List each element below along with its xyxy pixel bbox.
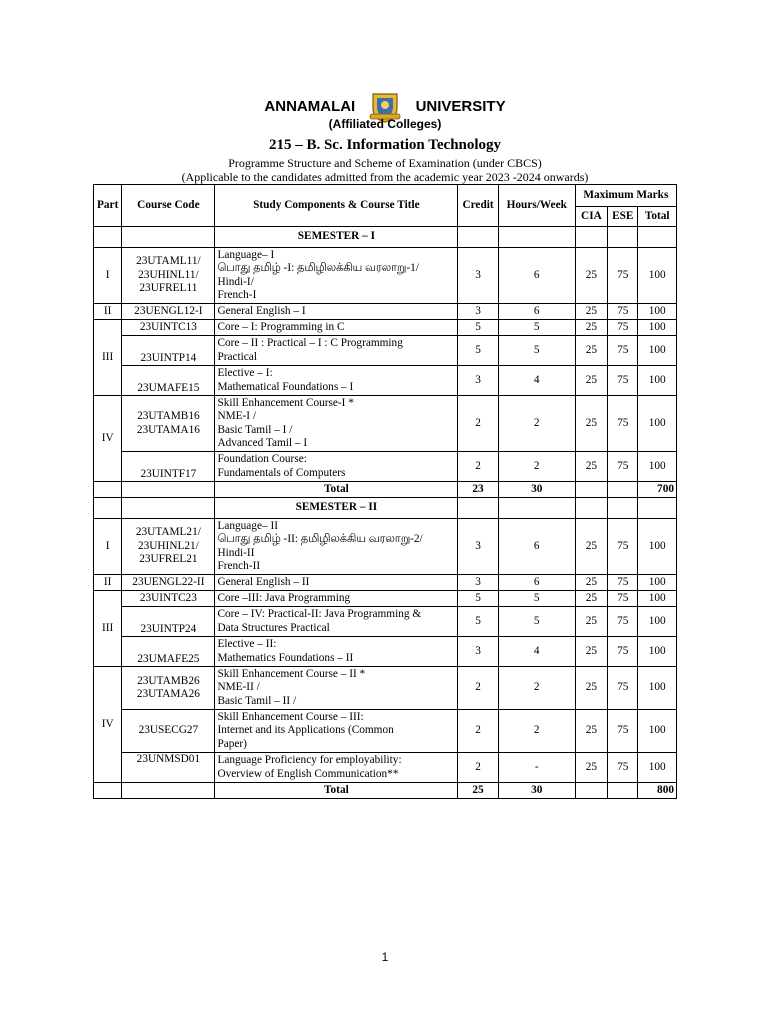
credit-cell: 2: [458, 452, 498, 482]
course-title-cell: Foundation Course: Fundamentals of Computers: [215, 452, 458, 482]
total-cell: 100: [638, 575, 677, 591]
cia-cell: 25: [575, 637, 607, 667]
cia-cell: 25: [575, 396, 607, 452]
total-cell: 100: [638, 591, 677, 607]
total-cell: 100: [638, 753, 677, 783]
course-title-cell: Core – I: Programming in C: [215, 320, 458, 336]
total-cell: 100: [638, 519, 677, 575]
course-code-cell: 23UINTC23: [122, 591, 215, 607]
hours-cell: 2: [498, 667, 575, 710]
total-cell: 100: [638, 607, 677, 637]
table-row: [94, 396, 677, 452]
credit-cell: 3: [458, 637, 498, 667]
total-cell: 100: [638, 452, 677, 482]
course-title-cell: Core – II : Practical – I : C Programming Practical: [215, 336, 458, 366]
semester-title: SEMESTER – II: [215, 498, 458, 519]
total-cell: 100: [638, 710, 677, 753]
course-title-cell: Core –III: Java Programming: [215, 591, 458, 607]
total-cell: 100: [638, 320, 677, 336]
course-code-cell: 23UINTP14: [122, 336, 215, 366]
hours-cell: 2: [498, 710, 575, 753]
cia-cell: 25: [575, 320, 607, 336]
header-part: Part: [94, 185, 122, 227]
header-max-marks: Maximum Marks: [575, 185, 676, 207]
part-cell: IV: [94, 667, 122, 783]
credit-cell: 5: [458, 320, 498, 336]
total-credit: 25: [458, 783, 498, 799]
course-code-cell: 23UINTC13: [122, 320, 215, 336]
total-credit: 23: [458, 482, 498, 498]
table-row: [94, 637, 677, 667]
ese-cell: 75: [608, 575, 638, 591]
credit-cell: 3: [458, 575, 498, 591]
total-cell: 100: [638, 248, 677, 304]
credit-cell: 5: [458, 607, 498, 637]
university-name-left: ANNAMALAI: [264, 97, 356, 115]
total-cell: 100: [638, 637, 677, 667]
total-label: Total: [215, 783, 458, 799]
ese-cell: 75: [608, 667, 638, 710]
course-title-cell: Language Proficiency for employability: Overview of English Communication**: [215, 753, 458, 783]
table-row: [94, 519, 677, 575]
ese-cell: 75: [608, 591, 638, 607]
table-row: [94, 336, 677, 366]
hours-cell: 5: [498, 607, 575, 637]
credit-cell: 2: [458, 667, 498, 710]
cia-cell: 25: [575, 575, 607, 591]
cia-cell: 25: [575, 336, 607, 366]
semester-row: [94, 498, 677, 519]
total-cell: 100: [638, 396, 677, 452]
part-cell: II: [94, 575, 122, 591]
total-label: Total: [215, 482, 458, 498]
header-total: Total: [638, 207, 677, 227]
cia-cell: 25: [575, 710, 607, 753]
course-code-cell: 23UENGL22-II: [122, 575, 215, 591]
cia-cell: 25: [575, 304, 607, 320]
ese-cell: 75: [608, 753, 638, 783]
part-cell: IV: [94, 396, 122, 482]
cia-cell: 25: [575, 607, 607, 637]
total-cell: 100: [638, 667, 677, 710]
hours-cell: 5: [498, 336, 575, 366]
course-code-cell: 23UTAMB16 23UTAMA16: [122, 396, 215, 452]
cia-cell: 25: [575, 591, 607, 607]
semester-row: [94, 227, 677, 248]
cia-cell: 25: [575, 452, 607, 482]
total-marks: 800: [638, 783, 677, 799]
university-name-right: UNIVERSITY: [415, 97, 506, 115]
semester-title: SEMESTER – I: [215, 227, 458, 248]
hours-cell: 5: [498, 591, 575, 607]
cia-cell: 25: [575, 667, 607, 710]
total-hours: 30: [498, 783, 575, 799]
hours-cell: 2: [498, 452, 575, 482]
course-code-cell: 23UMAFE25: [122, 637, 215, 667]
credit-cell: 2: [458, 753, 498, 783]
header-course-code: Course Code: [122, 185, 215, 227]
cia-cell: 25: [575, 248, 607, 304]
hours-cell: 6: [498, 248, 575, 304]
table-row: [94, 320, 677, 336]
course-title-cell: Language– I பொது தமிழ் -I: தமிழிலக்கிய வரலாறு-1/ Hindi-I/ French-I: [215, 248, 458, 304]
page-number: 1: [381, 950, 389, 964]
cia-cell: 25: [575, 753, 607, 783]
credit-cell: 5: [458, 336, 498, 366]
ese-cell: 75: [608, 304, 638, 320]
credit-cell: 3: [458, 248, 498, 304]
header-credit: Credit: [458, 185, 498, 227]
credit-cell: 2: [458, 710, 498, 753]
total-cell: 100: [638, 304, 677, 320]
credit-cell: 2: [458, 396, 498, 452]
table-row: [94, 366, 677, 396]
course-code-cell: 23UMAFE15: [122, 366, 215, 396]
ese-cell: 75: [608, 607, 638, 637]
hours-cell: 6: [498, 575, 575, 591]
table-row: [94, 591, 677, 607]
total-row: [94, 482, 677, 498]
course-code-cell: 23USECG27: [122, 710, 215, 753]
ese-cell: 75: [608, 637, 638, 667]
affiliated-subtitle: (Affiliated Colleges): [328, 117, 442, 131]
programme-title: 215 – B. Sc. Information Technology: [268, 137, 502, 153]
course-title-cell: Elective – II: Mathematics Foundations – II: [215, 637, 458, 667]
ese-cell: 75: [608, 366, 638, 396]
course-title-cell: Skill Enhancement Course-I * NME-I / Basic Tamil – I / Advanced Tamil – I: [215, 396, 458, 452]
ese-cell: 75: [608, 248, 638, 304]
header-hours: Hours/Week: [498, 185, 575, 227]
total-cell: 100: [638, 366, 677, 396]
header-cia: CIA: [575, 207, 607, 227]
ese-cell: 75: [608, 396, 638, 452]
course-code-cell: 23UENGL12-I: [122, 304, 215, 320]
course-code-cell: 23UTAMB26 23UTAMA26: [122, 667, 215, 710]
part-cell: I: [94, 248, 122, 304]
course-title-cell: Skill Enhancement Course – III: Internet and its Applications (Common Paper): [215, 710, 458, 753]
hours-cell: 6: [498, 519, 575, 575]
table-row: [94, 753, 677, 783]
table-row: [94, 667, 677, 710]
header-ese: ESE: [608, 207, 638, 227]
course-title-cell: Language– II பொது தமிழ் -II: தமிழிலக்கிய வரலாறு-2/ Hindi-II French-II: [215, 519, 458, 575]
course-title-cell: General English – I: [215, 304, 458, 320]
table-row: [94, 452, 677, 482]
course-code-cell: 23UTAML21/ 23UHINL21/ 23UFREL21: [122, 519, 215, 575]
cia-cell: 25: [575, 519, 607, 575]
course-title-cell: General English – II: [215, 575, 458, 591]
course-title-cell: Elective – I: Mathematical Foundations – I: [215, 366, 458, 396]
table-row: [94, 248, 677, 304]
structure-subtitle: Programme Structure and Scheme of Examination (under CBCS): [228, 156, 542, 170]
total-hours: 30: [498, 482, 575, 498]
credit-cell: 3: [458, 519, 498, 575]
course-code-cell: 23UTAML11/ 23UHINL11/ 23UFREL11: [122, 248, 215, 304]
table-row: [94, 710, 677, 753]
course-code-cell: 23UNMSD01: [122, 753, 215, 783]
part-cell: II: [94, 304, 122, 320]
table-row: [94, 304, 677, 320]
total-cell: 100: [638, 336, 677, 366]
header-course-title: Study Components & Course Title: [215, 185, 458, 227]
table-row: [94, 607, 677, 637]
hours-cell: 2: [498, 396, 575, 452]
cia-cell: 25: [575, 366, 607, 396]
ese-cell: 75: [608, 336, 638, 366]
ese-cell: 75: [608, 710, 638, 753]
total-row: [94, 783, 677, 799]
part-cell: I: [94, 519, 122, 575]
applicable-note: (Applicable to the candidates admitted from the academic year 2023 -2024 onwards): [181, 170, 589, 184]
course-code-cell: 23UINTF17: [122, 452, 215, 482]
credit-cell: 3: [458, 366, 498, 396]
course-title-cell: Core – IV: Practical-II: Java Programming & Data Structures Practical: [215, 607, 458, 637]
part-cell: III: [94, 591, 122, 667]
hours-cell: -: [498, 753, 575, 783]
credit-cell: 3: [458, 304, 498, 320]
credit-cell: 5: [458, 591, 498, 607]
ese-cell: 75: [608, 320, 638, 336]
hours-cell: 6: [498, 304, 575, 320]
course-title-cell: Skill Enhancement Course – II * NME-II / Basic Tamil – II /: [215, 667, 458, 710]
ese-cell: 75: [608, 519, 638, 575]
part-cell: III: [94, 320, 122, 396]
hours-cell: 5: [498, 320, 575, 336]
course-table: [93, 184, 677, 799]
table-header-row: [94, 185, 677, 207]
hours-cell: 4: [498, 366, 575, 396]
ese-cell: 75: [608, 452, 638, 482]
table-row: [94, 575, 677, 591]
course-code-cell: 23UINTP24: [122, 607, 215, 637]
hours-cell: 4: [498, 637, 575, 667]
total-marks: 700: [638, 482, 677, 498]
